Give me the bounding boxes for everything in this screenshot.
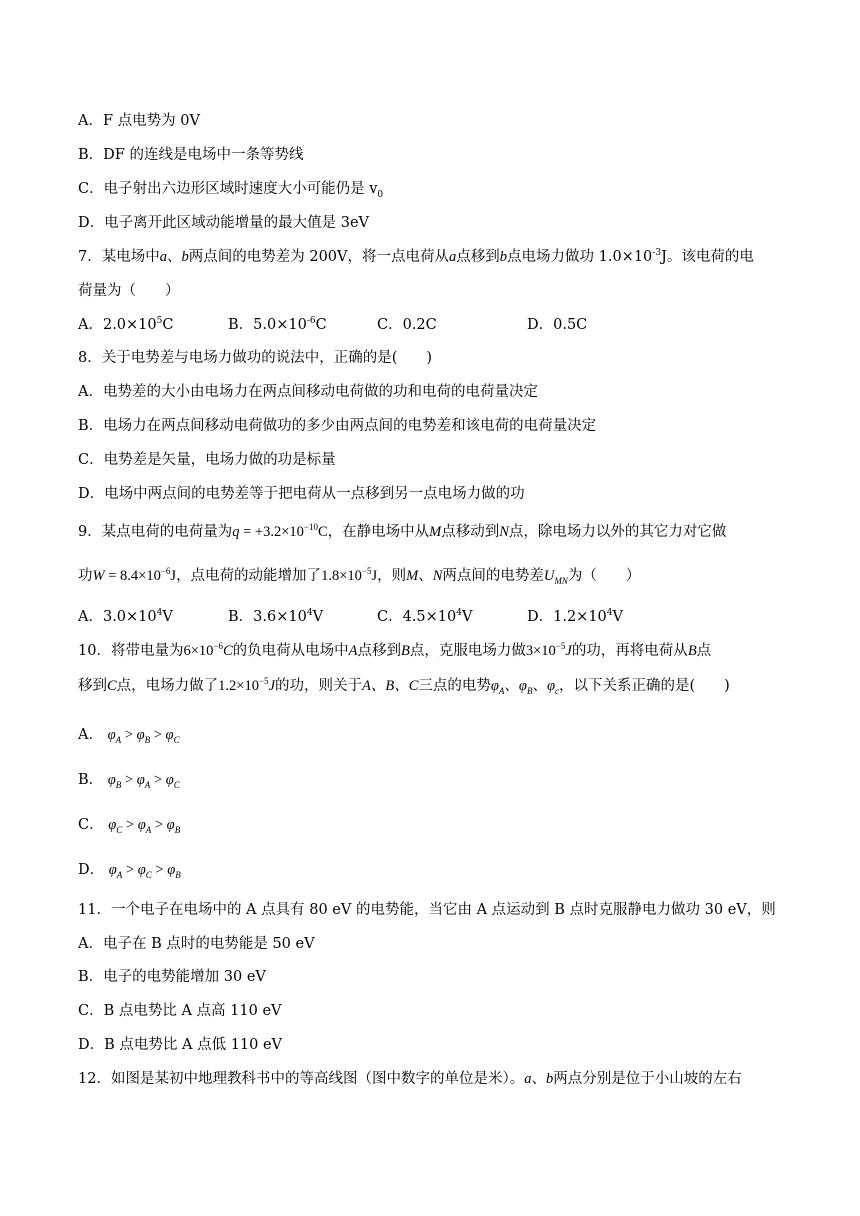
q6-option-b: B．DF 的连线是电场中一条等势线 [78, 147, 304, 163]
q6-option-d: D．电子离开此区域动能增量的最大值是 3eV [78, 215, 370, 231]
q10-option-c: C． $\varphi_C > \varphi_A > \varphi_B$ [78, 817, 181, 835]
q11-option-b: B．电子的电势能增加 30 eV [78, 969, 266, 985]
q7-stem-line2: 荷量为（ ） [78, 283, 180, 299]
q12-stem: 12．如图是某初中地理教科书中的等高线图（图中数字的单位是米）。a、b两点分别是位于小山坡的左右 [78, 1071, 742, 1087]
q7-option-a: A．$2.0\times 10^5C$ [78, 316, 174, 333]
q9-kinetic-formula: $1.8\times 10^{-5}J$ [321, 566, 378, 584]
q10-stem-line2: 移到C点，电场力做了$1.2\times 10^{-5}J$的功，则关于A、B、C三点的电势$\varphi_A$、$\varphi_B$、$\varphi_c$，以下关系正确的是( ) [78, 676, 730, 696]
q10-option-b: B． $\varphi_B > \varphi_A > \varphi_C$ [78, 772, 180, 790]
q7-option-d: D．0.5C [527, 317, 588, 333]
q9-charge-formula: $q = +3.2\times 10^{-10}C$ [232, 522, 328, 540]
q11-option-d: D．B 点电势比 A 点低 110 eV [78, 1037, 283, 1053]
q9-work-formula: $W = 8.4\times 10^{-6}J$ [92, 566, 177, 584]
q7-option-b: B．$5.0\times 10^{-6}C$ [228, 316, 327, 333]
q7-options [78, 315, 778, 335]
q8-option-d: D．电场中两点间的电势差等于把电荷从一点移到另一点电场力做的功 [78, 486, 525, 502]
q11-option-c: C．B 点电势比 A 点高 110 eV [78, 1003, 282, 1019]
q6-option-a: A．F 点电势为 0V [78, 113, 200, 129]
q10-stem-line1: 10．将带电量为$6\times 10^{-6}C$的负电荷从电场中A点移到B点，克服电场力做$3\times 10^{-5}J$的功，再将电荷从B点 [78, 641, 712, 659]
q9-options [78, 607, 778, 627]
q9-stem-line2: 功$W = 8.4\times 10^{-6}J$，点电荷的动能增加了$1.8\times 10^{-5}J$，则M、N两点间的电势差$U_{MN}$为（ ） [78, 566, 641, 586]
q8-stem: 8．关于电势差与电场力做功的说法中，正确的是( ) [78, 350, 433, 366]
q10-option-a: A． $\varphi_A > \varphi_B > \varphi_C$ [78, 727, 180, 745]
q8-option-c: C．电势差是矢量，电场力做的功是标量 [78, 452, 336, 468]
q10-option-d: D． $\varphi_A > \varphi_C > \varphi_B$ [78, 862, 181, 880]
q7-stem-line1: 7．某电场中a、b两点间的电势差为 200V，将一点电荷从a点移到b点电场力做功 $1.0\times 10^{-3}J$。该电荷的电 [78, 248, 754, 265]
q7-option-c: C．0.2C [377, 317, 437, 333]
q8-option-a: A．电势差的大小由电场力在两点间移动电荷做的功和电荷的电荷量决定 [78, 384, 538, 400]
q6-option-c: C．电子射出六边形区域时速度大小可能仍是 $v_0$ [78, 181, 384, 200]
q9-option-d: D．$1.2\times 10^4V$ [527, 608, 624, 625]
q11-stem: 11．一个电子在电场中的 A 点具有 80 eV 的电势能，当它由 A 点运动到 B 点时克服静电力做功 30 eV，则 [78, 902, 776, 918]
q9-option-a: A．$3.0\times 10^4V$ [78, 608, 173, 625]
q8-option-b: B．电场力在两点间移动电荷做功的多少由两点间的电势差和该电荷的电荷量决定 [78, 418, 597, 434]
q11-option-a: A．电子在 B 点时的电势能是 50 eV [78, 936, 315, 952]
q9-option-c: C．$4.5\times 10^4V$ [377, 608, 473, 625]
q9-stem-line1: 9．某点电荷的电荷量为$q = +3.2\times 10^{-10}C$，在静电场中从M点移动到N点，除电场力以外的其它力对它做 [78, 522, 727, 540]
q9-option-b: B．$3.6\times 10^4V$ [228, 608, 324, 625]
